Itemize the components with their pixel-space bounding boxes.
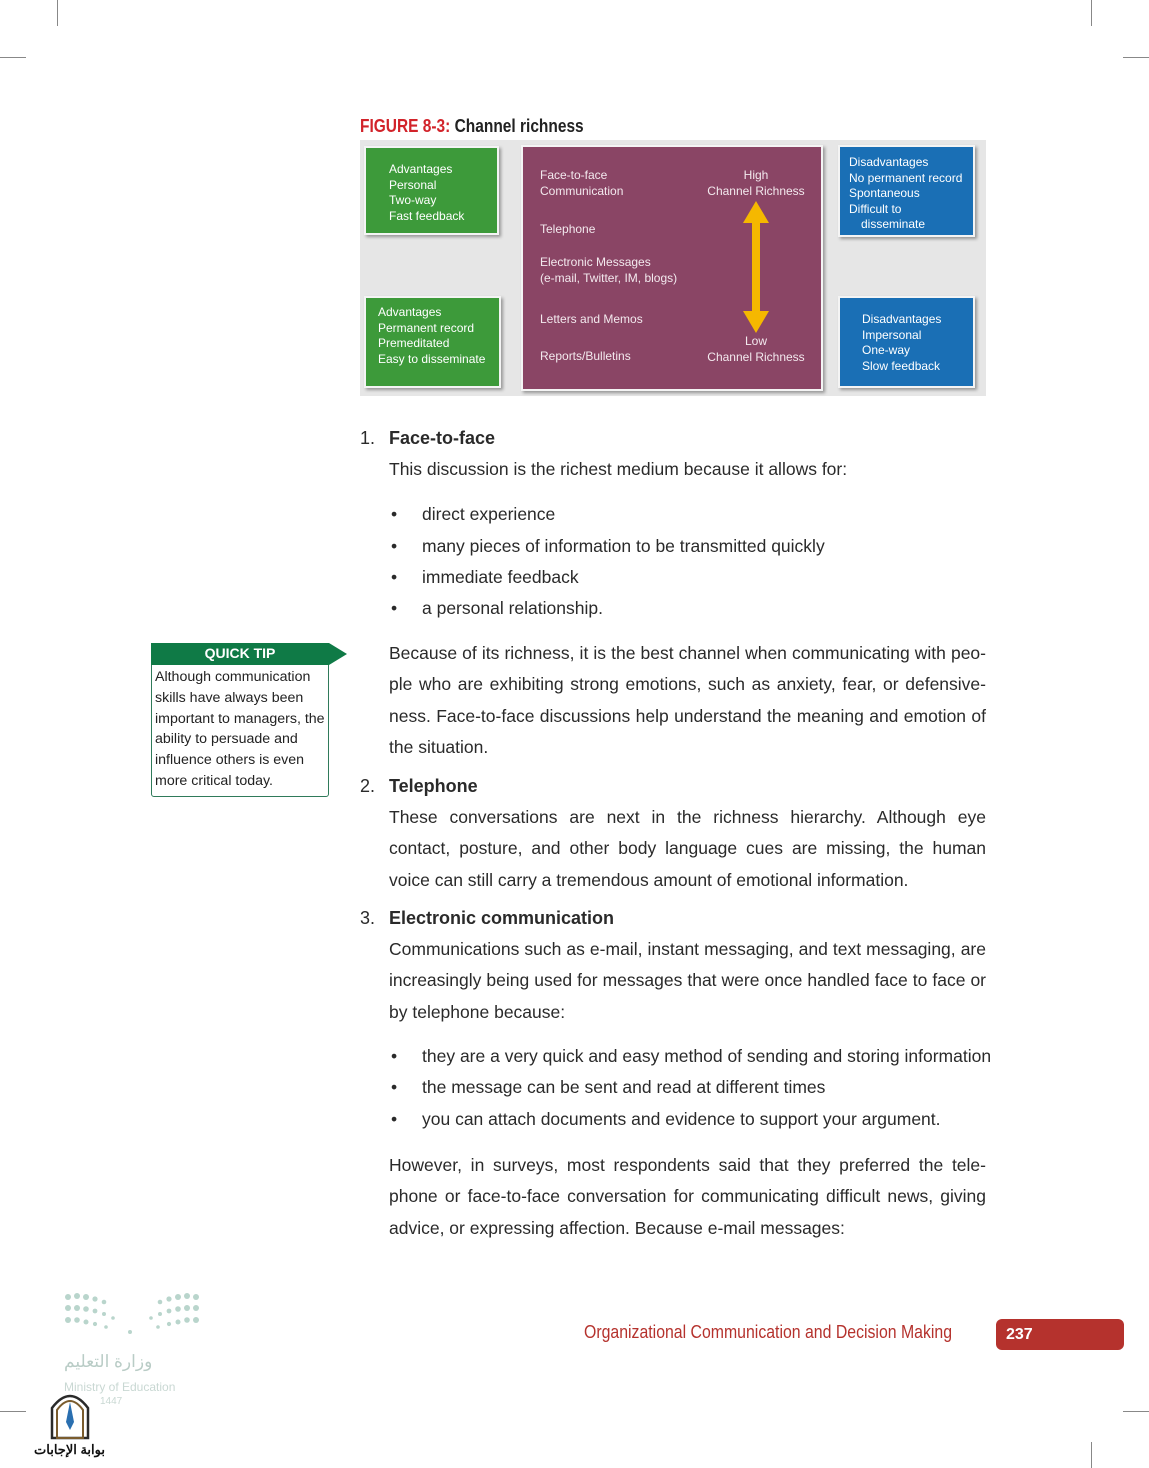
list-item: • a personal relationship. [391, 598, 603, 618]
box-line: Personal [389, 177, 437, 192]
channel-electronic [540, 255, 677, 286]
channel-line: Communication [540, 183, 624, 198]
box-line: Permanent record [378, 320, 475, 335]
list-item: • many pieces of information to be transmitted quickly [391, 536, 825, 556]
list-item: • immediate feedback [391, 567, 579, 587]
low-richness-label [700, 334, 812, 365]
box-line: Impersonal [862, 327, 922, 342]
channel-telephone: Telephone [540, 222, 596, 236]
disadvantages-bottom-box [838, 296, 975, 388]
list-item-text: they are a very quick and easy method of sending and storing information [422, 1046, 992, 1066]
label-line: Channel Richness [707, 183, 805, 198]
page-number: 237 [996, 1319, 1124, 1350]
channel-face-to-face [540, 168, 623, 199]
section-paragraph: However, in surveys, most respondents said that they preferred the tele-phone or face-to-face conversation for communicating difficult news, giving advice, or expressing affection. Because e-mail messages: [389, 1155, 986, 1238]
section-number: 1. [360, 428, 376, 448]
channel-letters: Letters and Memos [540, 312, 643, 326]
portal-name: بوابة الإجابات [34, 1442, 105, 1457]
box-line: Disadvantages [862, 312, 942, 326]
advantages-top-box [364, 146, 499, 235]
figure-label: FIGURE 8-3: [360, 116, 451, 136]
box-line: Advantages [389, 162, 453, 176]
ministry-name-english: Ministry of Education [64, 1380, 176, 1394]
box-line: Two-way [389, 193, 437, 208]
high-richness-label [700, 168, 812, 199]
box-line: Disadvantages [849, 155, 929, 169]
chapter-title: Organizational Communication and Decision Making [584, 1322, 953, 1342]
ministry-year: 1447 [100, 1396, 123, 1407]
list-item-text: the message can be sent and read at different times [422, 1077, 826, 1097]
ministry-logo-dots-icon [64, 1292, 200, 1338]
channel-line: (e-mail, Twitter, IM, blogs) [540, 270, 678, 285]
list-item-text: you can attach documents and evidence to support your argument. [422, 1109, 941, 1129]
label-line: Channel Richness [707, 349, 805, 364]
section-heading-electronic: Electronic communication [389, 908, 615, 928]
ministry-name-arabic: وزارة التعليم [64, 1352, 153, 1371]
list-item-text: many pieces of information to be transmitted quickly [422, 536, 825, 556]
section-paragraph: Because of its richness, it is the best channel when communicating with peo-ple who are exhibiting strong emotions, such as anxiety, fear, or defensive-ness. Face-to-face discussions help understand the meaning and emotion of the situation. [389, 643, 986, 757]
list-item: • they are a very quick and easy method of sending and storing information [391, 1046, 992, 1066]
channel-line: Face-to-face [540, 168, 608, 182]
figure-title: Channel richness [454, 116, 584, 136]
section-heading-telephone: Telephone [389, 776, 478, 796]
channel-line: Electronic Messages [540, 255, 651, 269]
list-item-text: direct experience [422, 504, 556, 524]
section-intro: This discussion is the richest medium because it allows for: [389, 459, 848, 479]
box-line: One-way [862, 343, 911, 358]
section-number: 2. [360, 776, 376, 796]
section-paragraph: Communications such as e-mail, instant messaging, and text messaging, are increasingly being used for messages that were once handled face to face or by telephone because: [389, 939, 986, 1022]
list-item-text: a personal relationship. [422, 598, 603, 618]
label-line: High [743, 168, 769, 182]
channel-reports: Reports/Bulletins [540, 349, 631, 363]
quick-tip-text: Although communication skills have always been important to managers, the ability to persuade and influence others is even more critical today. [155, 669, 325, 789]
list-item: • you can attach documents and evidence to support your argument. [391, 1109, 941, 1129]
figure-caption [360, 116, 584, 137]
double-arrow-icon [742, 201, 770, 333]
list-item-text: immediate feedback [422, 567, 579, 587]
section-paragraph: These conversations are next in the richness hierarchy. Although eye contact, posture, and other body language cues are missing, the human voice can still carry a tremendous amount of emotional information. [389, 807, 986, 890]
box-line: Premeditated [378, 336, 450, 351]
section-heading-face-to-face: Face-to-face [389, 428, 496, 448]
list-item: • direct experience [391, 504, 556, 524]
disadvantages-top-box [838, 145, 975, 237]
box-line: Advantages [378, 305, 442, 319]
box-line: Difficult to [849, 201, 902, 216]
box-line: disseminate [861, 217, 926, 232]
quick-tip-title: QUICK TIP [204, 645, 276, 661]
box-line: Easy to disseminate [378, 351, 486, 366]
box-line: No permanent record [849, 170, 963, 185]
advantages-bottom-box [364, 296, 501, 388]
portal-logo-icon [48, 1388, 92, 1440]
section-number: 3. [360, 908, 376, 928]
box-line: Spontaneous [849, 186, 920, 201]
list-item: • the message can be sent and read at different times [391, 1077, 826, 1097]
box-line: Slow feedback [862, 358, 941, 373]
label-line: Low [744, 334, 767, 348]
box-line: Fast feedback [389, 208, 465, 223]
